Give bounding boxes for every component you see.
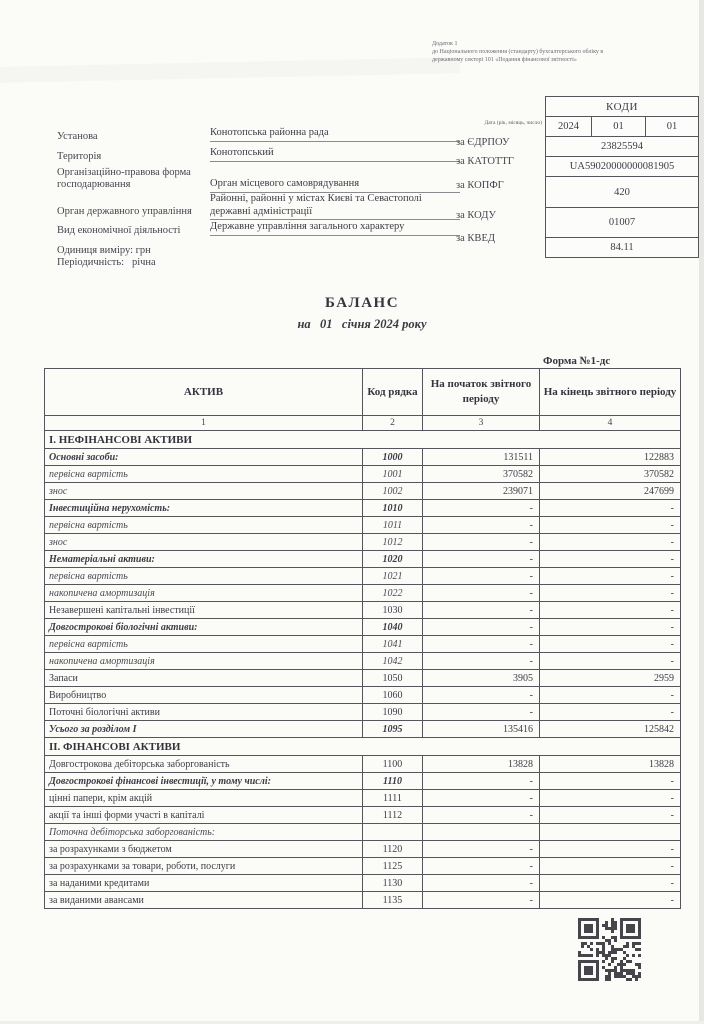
date-caption: Дата (рік, місяць, число) xyxy=(484,120,542,126)
code-label-edrpou: за ЄДРПОУ xyxy=(456,137,510,148)
row-code: 1011 xyxy=(363,517,423,534)
page-subtitle: на 01 січня 2024 року xyxy=(297,317,427,331)
table-row xyxy=(45,653,681,670)
table-row xyxy=(45,568,681,585)
table-row xyxy=(45,670,681,687)
field-label-organ-upravlinnya: Орган державного управління xyxy=(57,206,192,217)
table-row xyxy=(45,721,681,738)
row-label: за виданими авансами xyxy=(45,892,363,909)
row-code: 1040 xyxy=(363,619,423,636)
table-row xyxy=(45,551,681,568)
table-row xyxy=(45,466,681,483)
row-code: 1100 xyxy=(363,756,423,773)
row-end-value: - xyxy=(540,551,681,568)
balance-table-body xyxy=(45,431,681,909)
row-end-value: - xyxy=(540,602,681,619)
column-number: 4 xyxy=(540,416,681,431)
row-end-value: - xyxy=(540,568,681,585)
column-header-code: Код рядка xyxy=(363,369,423,416)
field-label-ustanova: Установа xyxy=(57,131,98,142)
row-label: знос xyxy=(45,483,363,500)
table-row xyxy=(45,858,681,875)
row-label: Незавершені капітальні інвестиції xyxy=(45,602,363,619)
code-label-kopfg: за КОПФГ xyxy=(456,180,504,191)
row-start-value: 370582 xyxy=(423,466,540,483)
row-code: 1111 xyxy=(363,790,423,807)
row-code: 1041 xyxy=(363,636,423,653)
row-start-value: - xyxy=(423,534,540,551)
column-header-end: На кінець звітного періоду xyxy=(540,369,681,416)
row-end-value: - xyxy=(540,773,681,790)
row-end-value: 370582 xyxy=(540,466,681,483)
row-label: Усього за розділом І xyxy=(45,721,363,738)
row-label: за розрахунками за товари, роботи, послуги xyxy=(45,858,363,875)
section-header: І. НЕФІНАНСОВІ АКТИВИ xyxy=(45,431,681,449)
section-header: ІІ. ФІНАНСОВІ АКТИВИ xyxy=(45,738,681,756)
row-start-value: - xyxy=(423,790,540,807)
row-end-value: 2959 xyxy=(540,670,681,687)
row-label: Довгострокова дебіторська заборгованість xyxy=(45,756,363,773)
row-label: за наданими кредитами xyxy=(45,875,363,892)
table-row xyxy=(45,500,681,517)
code-value-katottg: UA59020000000081905 xyxy=(546,156,698,176)
row-code: 1135 xyxy=(363,892,423,909)
column-header-start: На початок звітного періоду xyxy=(423,369,540,416)
row-start-value: - xyxy=(423,892,540,909)
row-start-value: - xyxy=(423,500,540,517)
column-header-aktyv: АКТИВ xyxy=(45,369,363,416)
column-number: 2 xyxy=(363,416,423,431)
row-code: 1010 xyxy=(363,500,423,517)
table-row xyxy=(45,841,681,858)
row-label: Запаси xyxy=(45,670,363,687)
scan-edge-shadow xyxy=(699,0,704,1024)
row-start-value: - xyxy=(423,568,540,585)
field-value-ustanova: Конотопська районна рада xyxy=(210,127,460,142)
row-end-value: - xyxy=(540,841,681,858)
row-start-value: 13828 xyxy=(423,756,540,773)
row-label: Довгострокові фінансові інвестиції, у тому числі: xyxy=(45,773,363,790)
table-row xyxy=(45,773,681,790)
table-row xyxy=(45,636,681,653)
row-end-value: 247699 xyxy=(540,483,681,500)
row-start-value: - xyxy=(423,687,540,704)
row-end-value: - xyxy=(540,704,681,721)
row-end-value: - xyxy=(540,892,681,909)
row-code: 1002 xyxy=(363,483,423,500)
field-label-vyd-diyalnosti: Вид економічної діяльності xyxy=(57,225,181,236)
row-start-value: - xyxy=(423,653,540,670)
table-row xyxy=(45,756,681,773)
row-code: 1050 xyxy=(363,670,423,687)
row-code: 1110 xyxy=(363,773,423,790)
row-label: первісна вартість xyxy=(45,568,363,585)
codes-box xyxy=(545,96,699,258)
date-month: 01 xyxy=(592,117,646,136)
row-end-value: - xyxy=(540,585,681,602)
table-row xyxy=(45,602,681,619)
row-code: 1022 xyxy=(363,585,423,602)
row-start-value: 135416 xyxy=(423,721,540,738)
table-row xyxy=(45,483,681,500)
row-start-value: 239071 xyxy=(423,483,540,500)
table-row xyxy=(45,892,681,909)
row-code: 1090 xyxy=(363,704,423,721)
row-code: 1001 xyxy=(363,466,423,483)
table-row xyxy=(45,431,681,449)
row-code: 1012 xyxy=(363,534,423,551)
row-label: накопичена амортизація xyxy=(45,585,363,602)
row-label: накопичена амортизація xyxy=(45,653,363,670)
row-code: 1020 xyxy=(363,551,423,568)
row-start-value: - xyxy=(423,551,540,568)
row-label: Інвестиційна нерухомість: xyxy=(45,500,363,517)
row-code xyxy=(363,824,423,841)
row-end-value: - xyxy=(540,636,681,653)
row-label: цінні папери, крім акцій xyxy=(45,790,363,807)
row-label: Виробництво xyxy=(45,687,363,704)
row-code: 1095 xyxy=(363,721,423,738)
row-code: 1130 xyxy=(363,875,423,892)
row-label: акції та інші форми участі в капіталі xyxy=(45,807,363,824)
column-number-row xyxy=(45,416,681,431)
appendix-line: державному секторі 101 «Подання фінансової звітності» xyxy=(432,57,577,64)
row-label: Основні засоби: xyxy=(45,449,363,466)
row-code: 1021 xyxy=(363,568,423,585)
appendix-line: до Національного положення (стандарту) бухгалтерського обліку в xyxy=(432,49,604,56)
row-label: Нематеріальні активи: xyxy=(45,551,363,568)
column-number: 1 xyxy=(45,416,363,431)
row-label: знос xyxy=(45,534,363,551)
table-row xyxy=(45,875,681,892)
row-start-value: - xyxy=(423,619,540,636)
code-label-kved: за КВЕД xyxy=(456,233,496,244)
periodicity: Періодичність: річна xyxy=(57,257,156,268)
date-year: 2024 xyxy=(546,117,592,136)
table-row xyxy=(45,449,681,466)
row-end-value: - xyxy=(540,687,681,704)
row-code: 1042 xyxy=(363,653,423,670)
unit-of-measure: Одиниця виміру: грн xyxy=(57,245,151,256)
field-label-orgforma: Організаційно-правова форма господарювання xyxy=(57,167,191,191)
row-start-value: - xyxy=(423,858,540,875)
row-start-value: - xyxy=(423,875,540,892)
table-header-row xyxy=(45,369,681,416)
row-end-value xyxy=(540,824,681,841)
balance-table xyxy=(44,368,681,909)
row-start-value: 3905 xyxy=(423,670,540,687)
row-code: 1030 xyxy=(363,602,423,619)
form-number-label: Форма №1-дс xyxy=(543,355,611,367)
row-code: 1120 xyxy=(363,841,423,858)
column-number: 3 xyxy=(423,416,540,431)
code-value-kopfg: 420 xyxy=(546,176,698,207)
table-row xyxy=(45,619,681,636)
row-label: Довгострокові біологічні активи: xyxy=(45,619,363,636)
field-value-organ-upravlinnya: Районні, районні у містах Києві та Севастополі державні адміністрації xyxy=(210,193,460,220)
row-end-value: - xyxy=(540,790,681,807)
codes-date-row xyxy=(546,116,698,136)
table-row xyxy=(45,738,681,756)
field-label-terytoriya: Територія xyxy=(57,151,102,162)
row-label: за розрахунками з бюджетом xyxy=(45,841,363,858)
row-end-value: - xyxy=(540,500,681,517)
row-end-value: 13828 xyxy=(540,756,681,773)
row-end-value: - xyxy=(540,653,681,670)
table-row xyxy=(45,704,681,721)
row-code: 1000 xyxy=(363,449,423,466)
appendix-note xyxy=(432,40,694,64)
code-label-katottg: за КАТОТТГ xyxy=(456,156,514,167)
row-start-value: - xyxy=(423,636,540,653)
row-end-value: 122883 xyxy=(540,449,681,466)
row-label: Поточна дебіторська заборгованість: xyxy=(45,824,363,841)
scan-artifact xyxy=(0,57,460,83)
row-end-value: - xyxy=(540,619,681,636)
row-start-value: - xyxy=(423,807,540,824)
row-label: первісна вартість xyxy=(45,517,363,534)
row-end-value: - xyxy=(540,875,681,892)
field-value-vyd-diyalnosti: Державне управління загального характеру xyxy=(210,221,460,236)
date-day: 01 xyxy=(666,121,678,132)
code-value-kved: 84.11 xyxy=(546,237,698,257)
row-start-value: - xyxy=(423,517,540,534)
code-value-kodu: 01007 xyxy=(546,207,698,237)
table-row xyxy=(45,517,681,534)
page-title: БАЛАНС xyxy=(324,295,400,311)
row-start-value: - xyxy=(423,585,540,602)
row-end-value: - xyxy=(540,807,681,824)
table-row xyxy=(45,790,681,807)
row-start-value: - xyxy=(423,602,540,619)
row-end-value: - xyxy=(540,517,681,534)
field-value-terytoriya: Конотопський xyxy=(210,147,460,162)
row-label: первісна вартість xyxy=(45,466,363,483)
row-start-value: - xyxy=(423,841,540,858)
field-value-orgforma: Орган місцевого самоврядування xyxy=(210,178,460,193)
codes-box-title: КОДИ xyxy=(606,100,638,113)
table-row xyxy=(45,687,681,704)
row-code: 1112 xyxy=(363,807,423,824)
appendix-line: Додаток 1 xyxy=(432,41,458,47)
row-label: Поточні біологічні активи xyxy=(45,704,363,721)
table-row xyxy=(45,824,681,841)
row-code: 1125 xyxy=(363,858,423,875)
row-start-value xyxy=(423,824,540,841)
row-label: первісна вартість xyxy=(45,636,363,653)
row-code: 1060 xyxy=(363,687,423,704)
table-row xyxy=(45,807,681,824)
qr-code xyxy=(578,918,641,981)
row-end-value: 125842 xyxy=(540,721,681,738)
table-row xyxy=(45,534,681,551)
row-start-value: 131511 xyxy=(423,449,540,466)
row-end-value: - xyxy=(540,858,681,875)
code-label-kodu: за КОДУ xyxy=(456,210,496,221)
row-start-value: - xyxy=(423,773,540,790)
row-start-value: - xyxy=(423,704,540,721)
table-row xyxy=(45,585,681,602)
code-value-edrpou: 23825594 xyxy=(546,136,698,156)
row-end-value: - xyxy=(540,534,681,551)
